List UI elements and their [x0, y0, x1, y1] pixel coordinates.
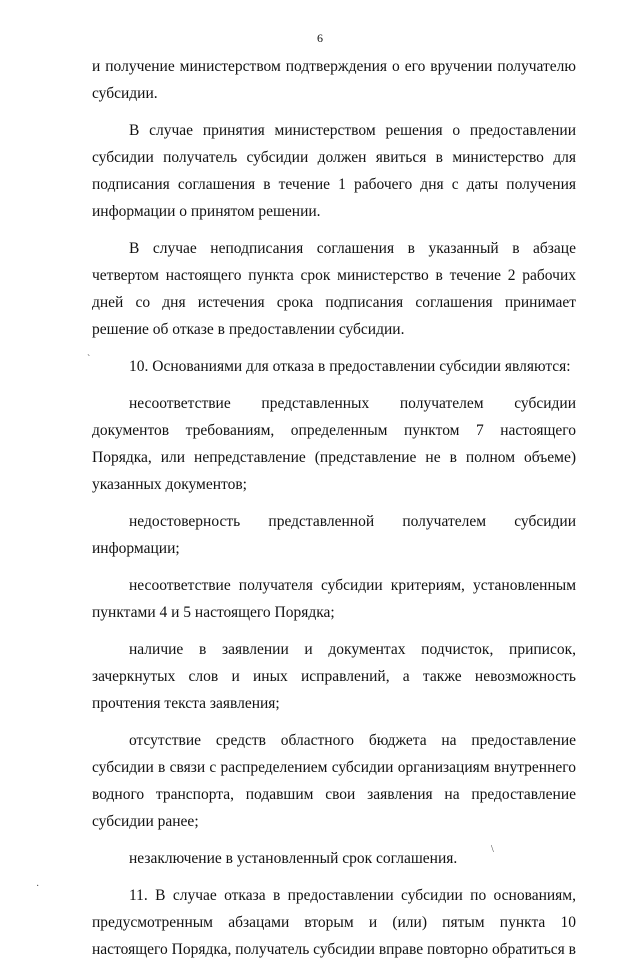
- paragraph-reason-no-funds: отсутствие средств областного бюджета на предоставление субсидии в связи с распределением субсидии организациям внутреннего водного транспорта, подавшим свои заявления на предоставление субсидии ранее;: [92, 732, 576, 830]
- paragraph-reason-documents: несоответствие представленных получателем субсидии документов требованиям, определенным пунктом 7 настоящего Порядка, или непредставление (представление не в полном объеме) указанных документов;: [92, 395, 576, 493]
- margin-mark-left: `: [87, 354, 91, 365]
- paragraph-non-signing: В случае неподписания соглашения в указанный в абзаце четвертом настоящего пункта срок министерство в течение 2 рабочих дней со дня истечения срока подписания соглашения принимает решение об отказе в предоставлении субсидии.: [92, 240, 576, 338]
- paragraph-reason-unreliable-info: недостоверность представленной получателем субсидии информации;: [92, 513, 576, 557]
- paragraph-reason-no-agreement: незаключение в установленный срок соглашения.: [129, 850, 458, 867]
- paragraph-continuation: и получение министерством подтверждения о его вручении получателю субсидии.: [92, 58, 576, 102]
- paragraph-reason-corrections: наличие в заявлении и документах подчисток, приписок, зачеркнутых слов и иных исправлений, а также невозможность прочтения текста заявления;: [92, 641, 576, 712]
- paragraph-item-11: 11. В случае отказа в предоставлении субсидии по основаниям, предусмотренным абзацами вторым и (или) пятым пункта 10 настоящего Порядка, получатель субсидии вправе повторно обратиться в: [92, 887, 576, 958]
- page-number: 6: [317, 31, 323, 45]
- margin-mark-bottom-left: ·: [36, 881, 40, 892]
- paragraph-item-10: 10. Основаниями для отказа в предоставлении субсидии являются:: [129, 358, 571, 375]
- paragraph-decision-signing: В случае принятия министерством решения о предоставлении субсидии получатель субсидии должен явиться в министерство для подписания соглашения в течение 1 рабочего дня с даты получения информации о принятом решении.: [92, 122, 576, 220]
- document-body: [92, 53, 576, 973]
- paragraph-reason-criteria: несоответствие получателя субсидии критериям, установленным пунктами 4 и 5 настоящего Порядка;: [92, 577, 576, 621]
- margin-mark-bottom-right: \: [491, 844, 494, 855]
